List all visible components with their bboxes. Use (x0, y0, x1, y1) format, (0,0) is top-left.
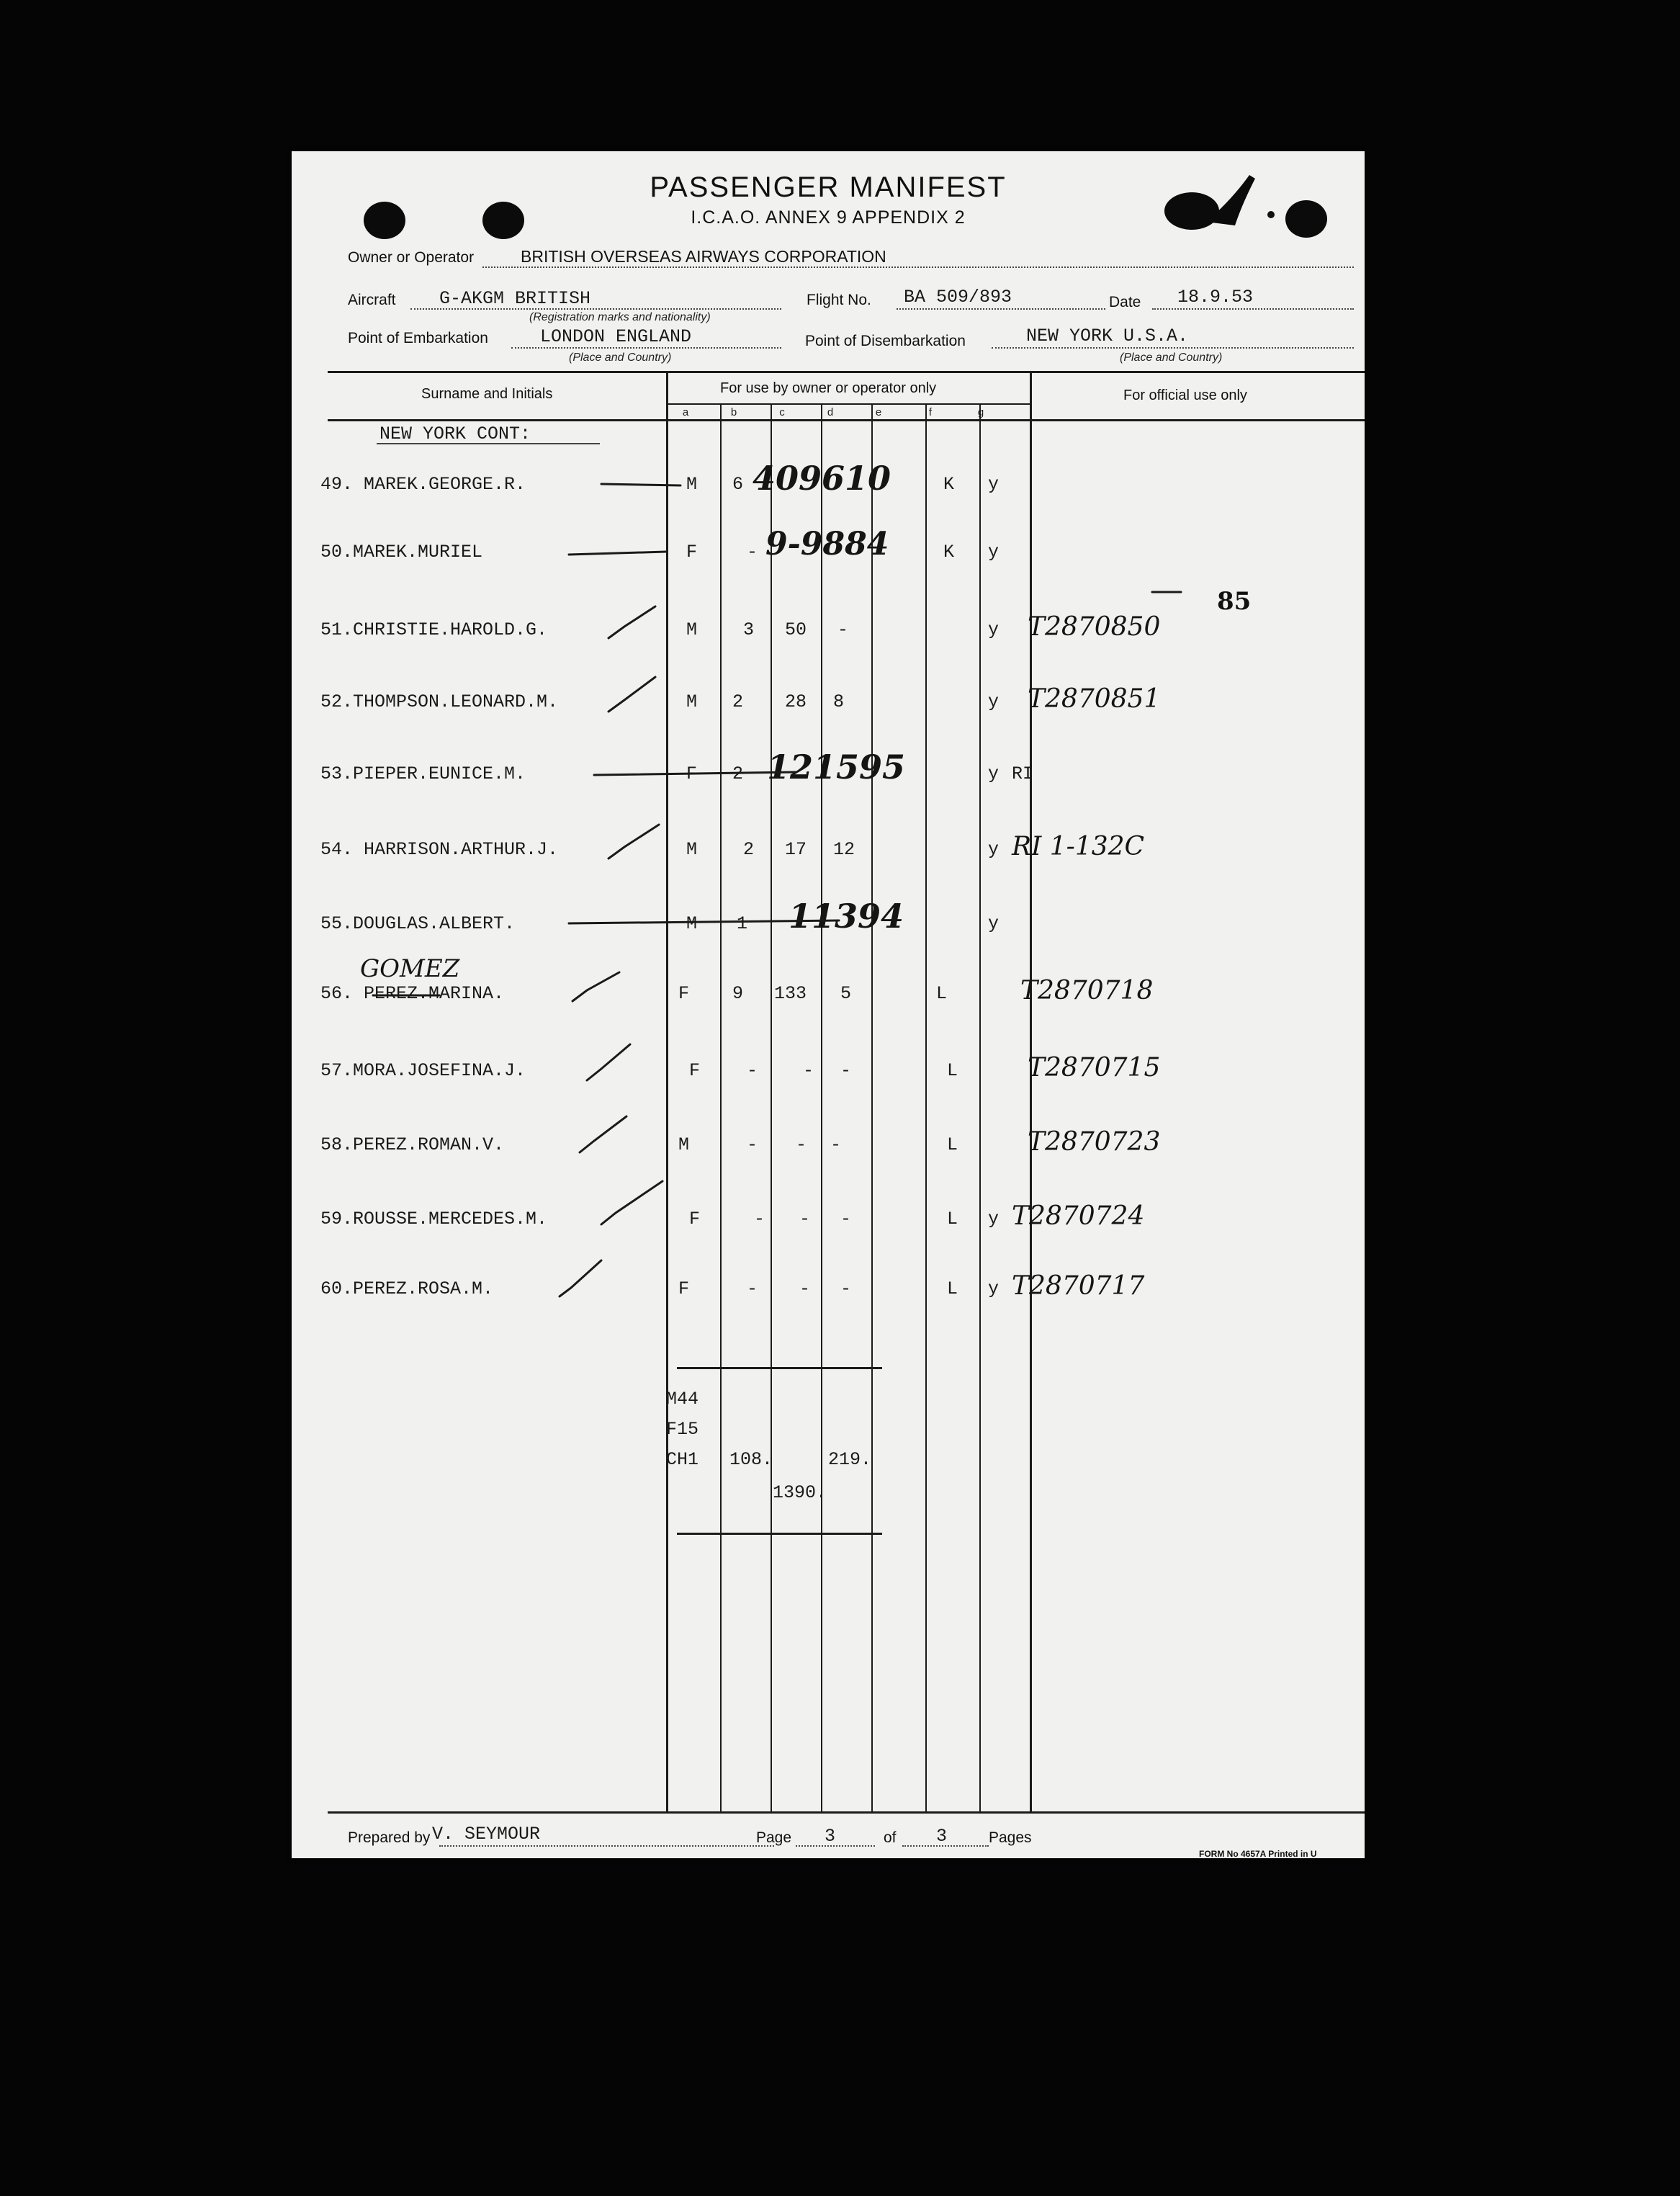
row-50-f: K (943, 542, 955, 563)
subcol-e: e (875, 406, 882, 418)
row-56-official: T2870718 (1020, 976, 1154, 1005)
row-53-b: 2 (732, 763, 744, 784)
row-51-name: 51.CHRISTIE.HAROLD.G. (320, 619, 548, 640)
row-53-a: F (686, 763, 698, 784)
prepared-dotline (439, 1845, 774, 1847)
row-54-official: RI 1-132C (1012, 832, 1145, 861)
row-56-d: 5 (840, 983, 852, 1004)
row-49-f: K (943, 474, 955, 495)
row-58-official: T2870723 (1028, 1127, 1161, 1157)
row-58-d: - (830, 1134, 842, 1155)
row-53-name: 53.PIEPER.EUNICE.M. (320, 763, 526, 784)
manifest-subtitle: I.C.A.O. ANNEX 9 APPENDIX 2 (691, 207, 966, 228)
owner-label: Owner or Operator (348, 249, 475, 266)
row-50-g: y (988, 542, 1000, 563)
row-55-name: 55.DOUGLAS.ALBERT. (320, 913, 516, 934)
row-57-b: - (747, 1060, 758, 1081)
row-58-f: L (947, 1134, 958, 1155)
row-52-d: 8 (833, 691, 845, 712)
manifest-title: PASSENGER MANIFEST (650, 171, 1007, 203)
row-50-handwritten: 9-9884 (765, 526, 889, 563)
row-50-name: 50.MAREK.MURIEL (320, 542, 483, 563)
embark-value: LONDON ENGLAND (540, 326, 692, 347)
totals-c: 1390. (773, 1482, 827, 1503)
row-57-official: T2870715 (1028, 1053, 1161, 1083)
row-59-a: F (689, 1209, 701, 1229)
row-55-handwritten: 11394 (789, 897, 904, 936)
aircraft-value: G-AKGM BRITISH (439, 288, 591, 309)
subcol-c: c (779, 406, 785, 418)
row-52-name: 52.THOMPSON.LEONARD.M. (320, 691, 559, 712)
embark-label: Point of Embarkation (348, 330, 488, 346)
col-official: For official use only (1123, 387, 1247, 403)
page-label: Page (756, 1829, 792, 1846)
totals-children: CH1 (666, 1449, 699, 1470)
row-59-g: y (988, 1209, 1000, 1229)
of-label: of (884, 1829, 897, 1846)
gomez-correction: GOMEZ (360, 954, 460, 983)
row-52-c: 28 (785, 691, 807, 712)
date-value: 18.9.53 (1177, 287, 1254, 308)
col-operator: For use by owner or operator only (720, 380, 937, 396)
totals-female: F15 (666, 1419, 699, 1440)
row-57-a: F (689, 1060, 701, 1081)
row-53-official: RI (1012, 763, 1034, 784)
aircraft-note: (Registration marks and nationality) (529, 311, 711, 323)
row-60-g: y (988, 1278, 1000, 1299)
subcol-f: f (928, 406, 933, 418)
col-surname: Surname and Initials (421, 386, 553, 402)
prepared-value: V. SEYMOUR (432, 1824, 541, 1845)
row-59-f: L (947, 1209, 958, 1229)
row-54-d: 12 (833, 839, 855, 860)
row-60-official: T2870717 (1012, 1271, 1145, 1301)
row-60-a: F (678, 1278, 690, 1299)
row-51-official: T2870850 (1028, 612, 1161, 642)
row-55-g: y (988, 913, 1000, 934)
row-59-official: T2870724 (1012, 1201, 1145, 1231)
row-57-name: 57.MORA.JOSEFINA.J. (320, 1060, 526, 1081)
row-55-a: M (686, 913, 698, 934)
row-56-c: 133 (774, 983, 807, 1004)
row-49-g: y (988, 474, 1000, 495)
continuation-label: NEW YORK CONT: (379, 423, 531, 444)
row-60-d: - (840, 1278, 852, 1299)
row-54-a: M (686, 839, 698, 860)
row-54-name: 54. HARRISON.ARTHUR.J. (320, 839, 559, 860)
totals-b: 108. (729, 1449, 773, 1470)
row-51-c: 50 (785, 619, 807, 640)
disembark-note: (Place and Country) (1120, 351, 1223, 364)
row-58-c: - (796, 1134, 807, 1155)
row-56-f: L (936, 983, 948, 1004)
row-51-d: - (837, 619, 849, 640)
row-60-c: - (799, 1278, 811, 1299)
row-49-b: 6 (732, 474, 744, 495)
row-54-b: 2 (743, 839, 755, 860)
form-number: FORM No 4657A Printed in U (1199, 1849, 1317, 1859)
disembark-label: Point of Disembarkation (805, 333, 966, 349)
row-55-b: 1 (737, 913, 748, 934)
date-label: Date (1109, 294, 1141, 310)
subcol-g: g (977, 406, 984, 418)
row-58-name: 58.PEREZ.ROMAN.V. (320, 1134, 505, 1155)
prepared-label: Prepared by (348, 1829, 431, 1846)
row-56-a: F (678, 983, 690, 1004)
row-53-g: y (988, 763, 1000, 784)
subcol-b: b (730, 406, 737, 418)
row-51-b: 3 (743, 619, 755, 640)
row-57-c: - (803, 1060, 814, 1081)
aircraft-label: Aircraft (348, 292, 396, 308)
row-50-a: F (686, 542, 698, 563)
row-49-handwritten: 409610 (753, 459, 891, 498)
footer-rule (328, 1811, 1365, 1814)
row-59-c: - (799, 1209, 811, 1229)
row-51-g: y (988, 619, 1000, 640)
row-52-g: y (988, 691, 1000, 712)
row-52-official: T2870851 (1028, 684, 1161, 714)
row-60-name: 60.PEREZ.ROSA.M. (320, 1278, 494, 1299)
row-60-b: - (747, 1278, 758, 1299)
row-54-g: y (988, 839, 1000, 860)
row-57-d: - (840, 1060, 852, 1081)
disembark-value: NEW YORK U.S.A. (1026, 326, 1189, 346)
owner-value: BRITISH OVERSEAS AIRWAYS CORPORATION (521, 247, 886, 266)
row-52-a: M (686, 691, 698, 712)
row-56-name: 56. PEREZ.MARINA. (320, 983, 505, 1004)
page-value: 3 (825, 1826, 836, 1847)
row-59-b: - (754, 1209, 765, 1229)
row-59-d: - (840, 1209, 852, 1229)
row-58-a: M (678, 1134, 690, 1155)
row-51-a: M (686, 619, 698, 640)
row-52-b: 2 (732, 691, 744, 712)
flight-value: BA 509/893 (904, 287, 1012, 308)
row-49-name: 49. MAREK.GEORGE.R. (320, 474, 526, 495)
of-value: 3 (936, 1826, 948, 1847)
totals-d: 219. (828, 1449, 872, 1470)
row-59-name: 59.ROUSSE.MERCEDES.M. (320, 1209, 548, 1229)
row-58-b: - (747, 1134, 758, 1155)
flight-label: Flight No. (807, 292, 871, 308)
embark-note: (Place and Country) (569, 351, 672, 364)
subcol-a: a (682, 406, 689, 418)
stamp-number: 85 (1217, 587, 1252, 616)
row-57-f: L (947, 1060, 958, 1081)
row-50-b: - (747, 542, 758, 563)
totals-male: M44 (666, 1389, 699, 1410)
row-53-handwritten: 121595 (767, 748, 906, 786)
row-49-a: M (686, 474, 698, 495)
subcol-d: d (827, 406, 834, 418)
row-60-f: L (947, 1278, 958, 1299)
pages-label: Pages (989, 1829, 1032, 1846)
handwritten-ticks (292, 151, 1365, 1858)
row-54-c: 17 (785, 839, 807, 860)
row-56-b: 9 (732, 983, 744, 1004)
manifest-sheet (292, 151, 1365, 1858)
